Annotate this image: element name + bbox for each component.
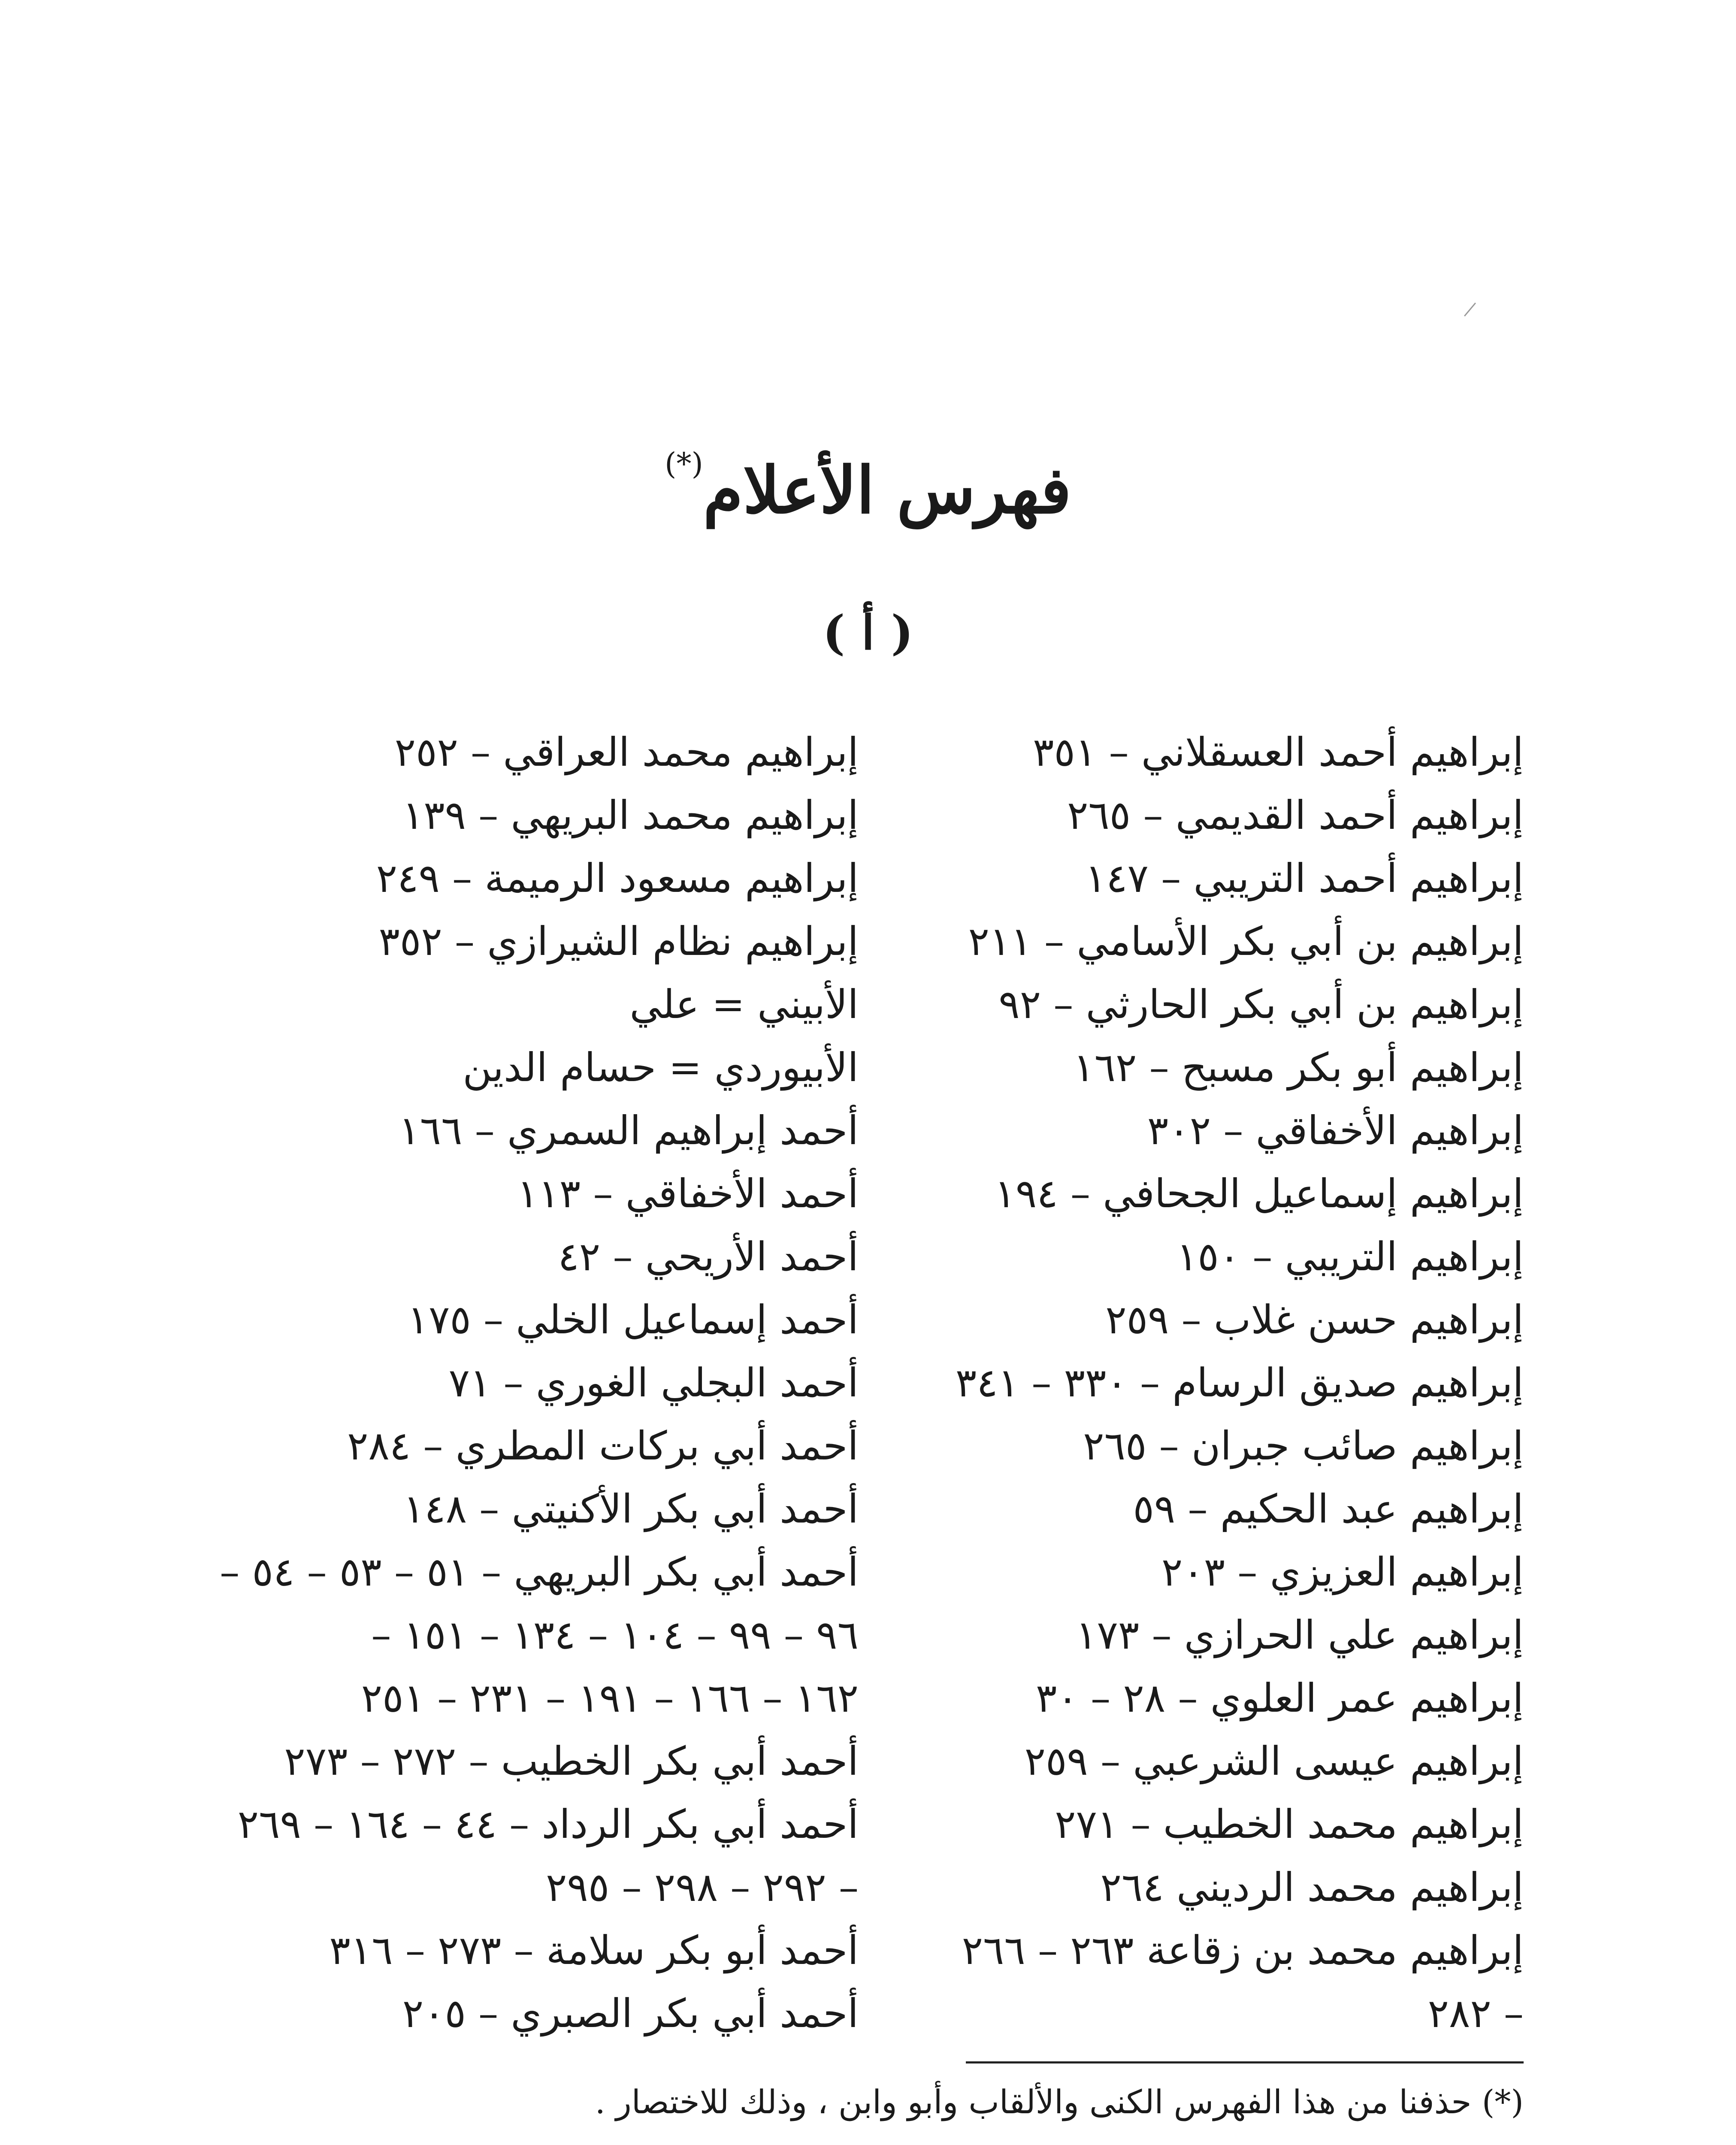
- index-entry: إبراهيم العزيزي – ٢٠٣: [1161, 1549, 1524, 1595]
- index-entry: إبراهيم محمد الخطيب – ٢٧١: [1055, 1801, 1524, 1847]
- title-note-marker: (*): [665, 446, 703, 481]
- index-entry: إبراهيم بن أبي بكر الحارثي – ٩٢: [998, 982, 1524, 1027]
- index-entry: إبراهيم نظام الشيرازي – ٣٥٢: [378, 918, 859, 964]
- index-entry: أحمد أبي بكر البريهي – ٥١ – ٥٣ – ٥٤ –: [220, 1549, 859, 1595]
- index-entry-continuation: – ٢٨٢: [1428, 1991, 1524, 2036]
- index-entry: أحمد أبي بركات المطري – ٢٨٤: [347, 1423, 859, 1469]
- index-entry: إبراهيم أحمد القديمي – ٢٦٥: [1067, 792, 1524, 838]
- stray-pen-mark: [1464, 302, 1476, 317]
- index-entry-continuation: ٩٦ – ٩٩ – ١٠٤ – ١٣٤ – ١٥١ –: [371, 1612, 859, 1658]
- title-text: فهرس الأعلام: [703, 453, 1071, 528]
- index-entry: إبراهيم محمد الرديني ٢٦٤: [1100, 1864, 1524, 1910]
- index-entry: أحمد الأخفاقي – ١١٣: [517, 1171, 859, 1217]
- index-entry: إبراهيم أحمد العسقلاني – ٣٥١: [1033, 729, 1524, 775]
- index-entry: إبراهيم الأخفاقي – ٣٠٢: [1147, 1108, 1524, 1154]
- index-entry: الأبيني = علي: [629, 982, 859, 1027]
- index-entry: أحمد البجلي الغوري – ٧١: [448, 1360, 859, 1406]
- index-entry: أحمد إسماعيل الخلي – ١٧٥: [407, 1297, 859, 1343]
- index-entry: أحمد أبي بكر الرداد – ٤٤ – ١٦٤ – ٢٦٩: [237, 1801, 859, 1847]
- index-entry: الأبيوردي = حسام الدين: [463, 1045, 859, 1091]
- index-entry-continuation: ١٦٢ – ١٦٦ – ١٩١ – ٢٣١ – ٢٥١: [361, 1675, 859, 1721]
- index-entry: أحمد الأريحي – ٤٢: [558, 1234, 859, 1280]
- index-entry: إبراهيم عمر العلوي – ٢٨ – ٣٠: [1036, 1675, 1524, 1721]
- index-entry: إبراهيم عبد الحكيم – ٥٩: [1133, 1486, 1524, 1532]
- index-entry: إبراهيم محمد البريهي – ١٣٩: [402, 792, 859, 838]
- index-column-right: [910, 721, 1524, 2045]
- index-entry: إبراهيم صديق الرسام – ٣٣٠ – ٣٤١: [955, 1360, 1524, 1406]
- index-entry: أحمد أبي بكر الأكنيتي – ١٤٨: [403, 1486, 859, 1532]
- index-entry: أحمد أبي بكر الصبري – ٢٠٥: [402, 1991, 859, 2036]
- footnote-divider: [966, 2061, 1524, 2063]
- index-entry: إبراهيم مسعود الرميمة – ٢٤٩: [376, 855, 859, 901]
- index-entry: إبراهيم التريبي – ١٥٠: [1176, 1234, 1524, 1280]
- index-entry: إبراهيم حسن غلاب – ٢٥٩: [1105, 1297, 1524, 1343]
- section-letter: ( أ ): [823, 605, 913, 660]
- index-entry: إبراهيم إسماعيل الجحافي – ١٩٤: [994, 1171, 1524, 1217]
- page-title: [0, 446, 1736, 528]
- index-entry: إبراهيم علي الحرازي – ١٧٣: [1076, 1612, 1524, 1658]
- index-entry-continuation: – ٢٩٢ – ٢٩٨ – ٢٩٥: [546, 1864, 859, 1910]
- index-entry: إبراهيم عيسى الشرعبي – ٢٥٩: [1024, 1738, 1524, 1784]
- index-entry: إبراهيم محمد العراقي – ٢٥٢: [394, 729, 859, 775]
- index-entry: أحمد أبو بكر سلامة – ٢٧٣ – ٣١٦: [329, 1927, 859, 1973]
- footnote: (*) حذفنا من هذا الفهرس الكنى والألقاب وأبو وابن ، وذلك للاختصار .: [595, 2083, 1524, 2121]
- index-entry: إبراهيم صائب جبران – ٢٦٥: [1083, 1423, 1524, 1469]
- index-entry: أحمد إبراهيم السمري – ١٦٦: [399, 1108, 859, 1154]
- index-entry: إبراهيم بن أبي بكر الأسامي – ٢١١: [968, 918, 1524, 964]
- index-entry: إبراهيم أحمد التريبي – ١٤٧: [1085, 855, 1524, 901]
- index-column-left: [220, 721, 859, 2045]
- index-entry: إبراهيم محمد بن زقاعة ٢٦٣ – ٢٦٦: [962, 1927, 1524, 1973]
- index-entry: أحمد أبي بكر الخطيب – ٢٧٢ – ٢٧٣: [284, 1738, 859, 1784]
- index-entry: إبراهيم أبو بكر مسبح – ١٦٢: [1073, 1045, 1524, 1091]
